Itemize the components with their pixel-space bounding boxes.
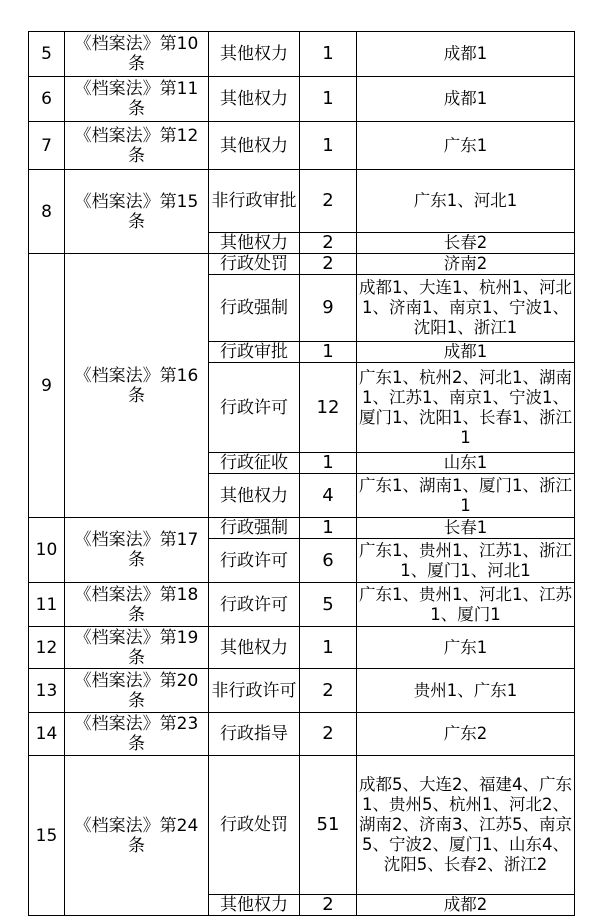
- row-number: 14: [29, 713, 65, 756]
- law-article: 《档案法》第12条: [65, 122, 209, 170]
- row-number: 8: [29, 170, 65, 254]
- region-list: 广东1、贵州1、江苏1、浙江1、厦门1、河北1: [357, 539, 575, 583]
- power-type: 其他权力: [209, 77, 300, 122]
- power-count: 12: [300, 363, 357, 453]
- region-list: 成都1: [357, 32, 575, 77]
- power-type: 行政处罚: [209, 756, 300, 895]
- row-number: 12: [29, 627, 65, 669]
- table-row: [29, 669, 575, 713]
- power-count: 1: [300, 32, 357, 77]
- law-article: 《档案法》第18条: [65, 583, 209, 627]
- power-type: 行政强制: [209, 275, 300, 342]
- law-article: 《档案法》第19条: [65, 627, 209, 669]
- region-list: 广东1: [357, 122, 575, 170]
- law-article: 《档案法》第10条: [65, 32, 209, 77]
- region-list: 广东1、湖南1、厦门1、浙江1: [357, 474, 575, 518]
- power-type: 行政许可: [209, 583, 300, 627]
- table-row: [29, 713, 575, 756]
- power-type: 其他权力: [209, 895, 300, 916]
- power-count: 51: [300, 756, 357, 895]
- law-article: 《档案法》第11条: [65, 77, 209, 122]
- row-number: 11: [29, 583, 65, 627]
- power-count: 2: [300, 254, 357, 275]
- power-type: 行政强制: [209, 518, 300, 539]
- power-count: 2: [300, 233, 357, 254]
- power-type: 其他权力: [209, 233, 300, 254]
- region-list: 广东1、杭州2、河北1、湖南1、江苏1、南京1、宁波1、厦门1、沈阳1、长春1、浙江1: [357, 363, 575, 453]
- power-count: 6: [300, 539, 357, 583]
- region-list: 成都1: [357, 77, 575, 122]
- power-count: 1: [300, 122, 357, 170]
- region-list: 长春2: [357, 233, 575, 254]
- table-row: [29, 583, 575, 627]
- power-count: 1: [300, 77, 357, 122]
- region-list: 成都2: [357, 895, 575, 916]
- power-type: 行政征收: [209, 453, 300, 474]
- power-type: 行政许可: [209, 539, 300, 583]
- power-type: 其他权力: [209, 474, 300, 518]
- region-list: 成都5、大连2、福建4、广东1、贵州5、杭州1、河北2、湖南2、济南3、江苏5、南京5、宁波2、厦门1、山东4、沈阳5、长春2、浙江2: [357, 756, 575, 895]
- power-type: 行政许可: [209, 363, 300, 453]
- table-row: [29, 756, 575, 895]
- power-type: 行政审批: [209, 342, 300, 363]
- region-list: 广东1、贵州1、河北1、江苏1、厦门1: [357, 583, 575, 627]
- row-number: 15: [29, 756, 65, 916]
- power-count: 2: [300, 895, 357, 916]
- power-type: 其他权力: [209, 32, 300, 77]
- region-list: 济南2: [357, 254, 575, 275]
- table-row: [29, 77, 575, 122]
- power-type: 非行政审批: [209, 170, 300, 233]
- law-power-table: [28, 31, 575, 916]
- region-list: 广东1、河北1: [357, 170, 575, 233]
- power-count: 1: [300, 342, 357, 363]
- power-type: 非行政许可: [209, 669, 300, 713]
- region-list: 广东1: [357, 627, 575, 669]
- power-count: 2: [300, 170, 357, 233]
- power-type: 行政指导: [209, 713, 300, 756]
- table-row: [29, 627, 575, 669]
- region-list: 成都1: [357, 342, 575, 363]
- table-row: [29, 254, 575, 275]
- row-number: 10: [29, 518, 65, 583]
- table-row: [29, 518, 575, 539]
- row-number: 13: [29, 669, 65, 713]
- law-article: 《档案法》第17条: [65, 518, 209, 583]
- table-row: [29, 32, 575, 77]
- power-type: 行政处罚: [209, 254, 300, 275]
- power-count: 1: [300, 453, 357, 474]
- power-count: 1: [300, 627, 357, 669]
- table-row: [29, 122, 575, 170]
- power-type: 其他权力: [209, 122, 300, 170]
- power-count: 2: [300, 713, 357, 756]
- law-article: 《档案法》第20条: [65, 669, 209, 713]
- region-list: 广东2: [357, 713, 575, 756]
- power-count: 4: [300, 474, 357, 518]
- row-number: 7: [29, 122, 65, 170]
- law-article: 《档案法》第24条: [65, 756, 209, 916]
- region-list: 长春1: [357, 518, 575, 539]
- power-count: 2: [300, 669, 357, 713]
- power-count: 5: [300, 583, 357, 627]
- region-list: 贵州1、广东1: [357, 669, 575, 713]
- region-list: 成都1、大连1、杭州1、河北1、济南1、南京1、宁波1、沈阳1、浙江1: [357, 275, 575, 342]
- region-list: 山东1: [357, 453, 575, 474]
- power-type: 其他权力: [209, 627, 300, 669]
- row-number: 6: [29, 77, 65, 122]
- law-article: 《档案法》第15条: [65, 170, 209, 254]
- row-number: 9: [29, 254, 65, 518]
- table-body: [29, 32, 575, 916]
- law-article: 《档案法》第23条: [65, 713, 209, 756]
- law-article: 《档案法》第16条: [65, 254, 209, 518]
- power-count: 9: [300, 275, 357, 342]
- power-count: 1: [300, 518, 357, 539]
- table-row: [29, 170, 575, 233]
- row-number: 5: [29, 32, 65, 77]
